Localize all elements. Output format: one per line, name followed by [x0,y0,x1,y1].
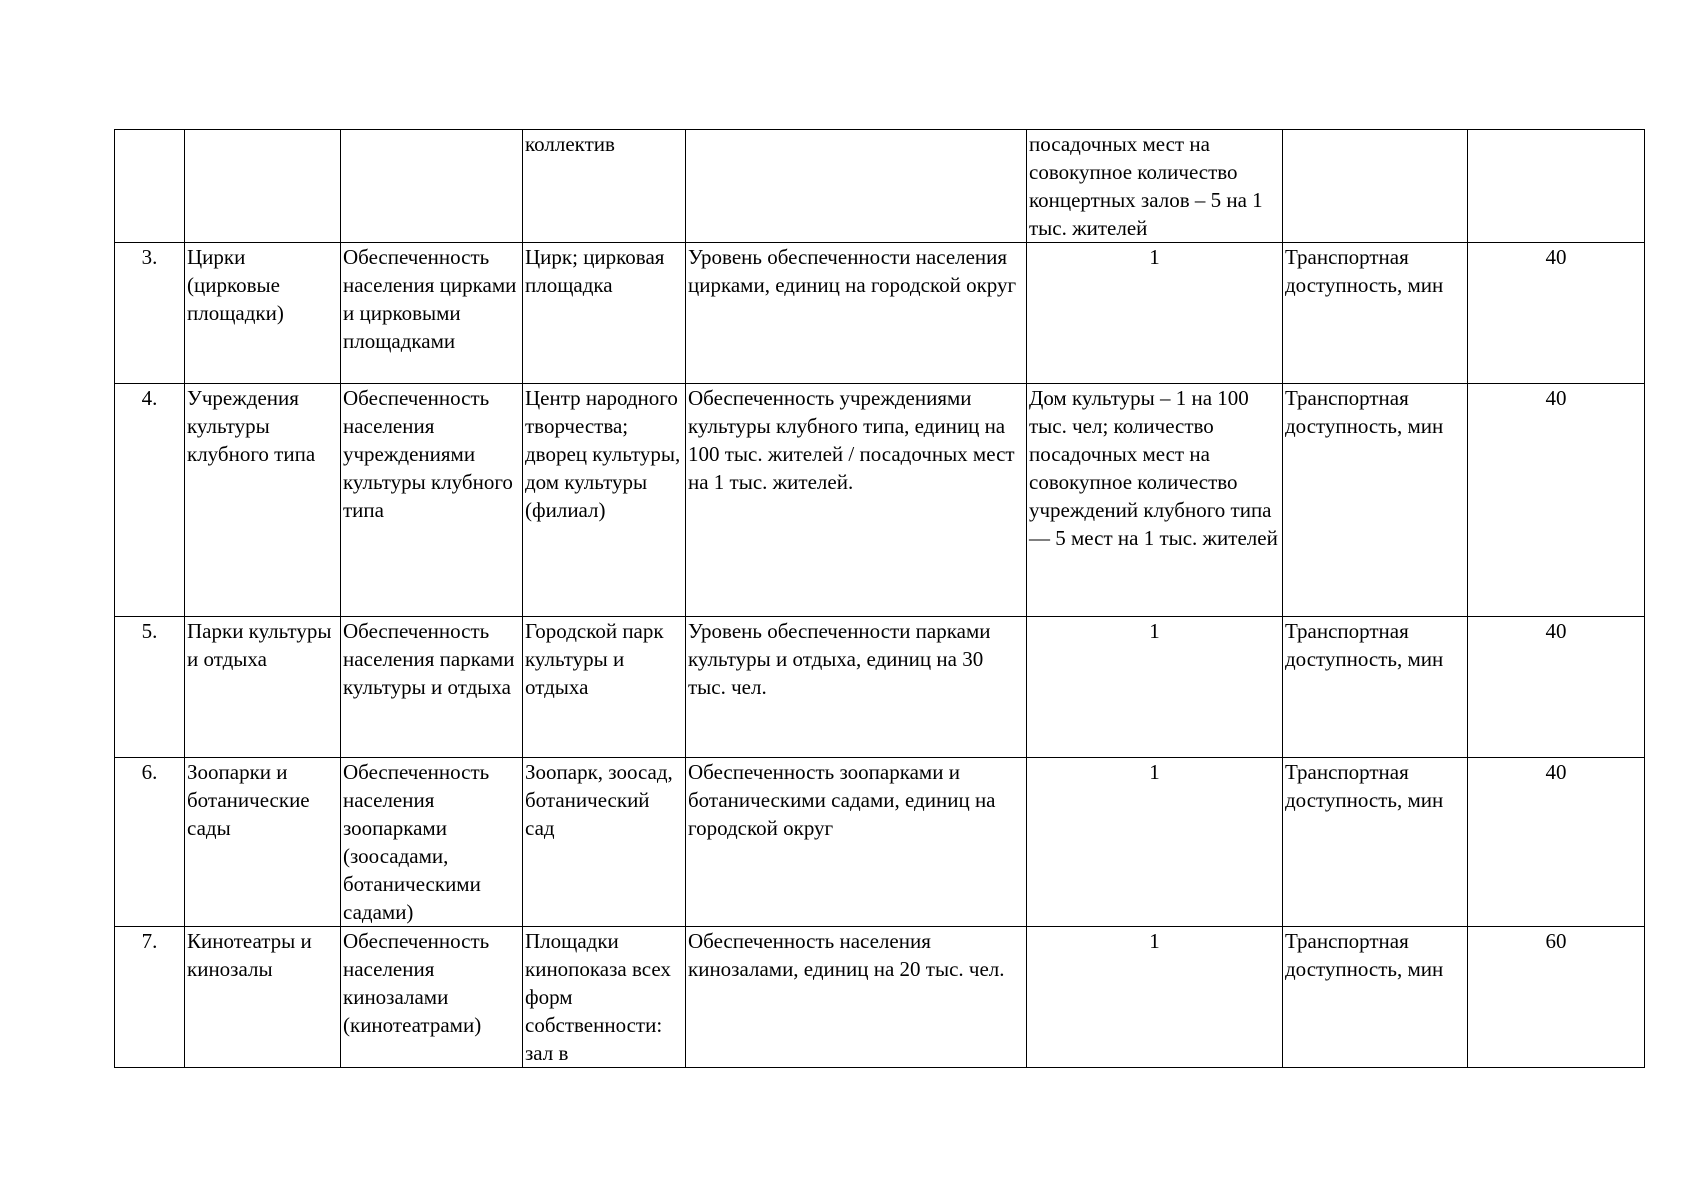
indicator [341,130,523,243]
table-row [115,130,1645,243]
row-number: 7. [115,927,185,1068]
indicator: Обеспеченность населения кинозалами (кинотеатрами) [341,927,523,1068]
norm-value: Дом культуры – 1 на 100 тыс. чел; количество посадочных мест на совокупное количество учреждений клубного типа — 5 мест на 1 тыс. жителей [1027,384,1283,617]
facility-type: Цирки (цирковые площадки) [185,243,341,384]
table-row [115,384,1645,617]
accessibility-type: Транспортная доступность, мин [1283,617,1468,758]
table-row [115,927,1645,1068]
table-row [115,758,1645,927]
accessibility-limit: 40 [1468,384,1645,617]
accessibility-type: Транспортная доступность, мин [1283,758,1468,927]
norm-name: Уровень обеспеченности населения цирками, единиц на городской округ [686,243,1027,384]
row-number: 3. [115,243,185,384]
indicator: Обеспеченность населения парками культуры и отдыха [341,617,523,758]
norm-value: 1 [1027,243,1283,384]
indicator: Обеспеченность населения цирками и цирковыми площадками [341,243,523,384]
norm-value: 1 [1027,617,1283,758]
accessibility-limit: 40 [1468,758,1645,927]
accessibility-limit: 60 [1468,927,1645,1068]
accessibility-limit: 40 [1468,617,1645,758]
standards-table [114,129,1645,1068]
facility-type [185,130,341,243]
norm-value: 1 [1027,927,1283,1068]
facility-type: Кинотеатры и кинозалы [185,927,341,1068]
row-number: 4. [115,384,185,617]
facility-object: коллектив [523,130,686,243]
table-row [115,617,1645,758]
facility-type: Учреждения культуры клубного типа [185,384,341,617]
accessibility-type: Транспортная доступность, мин [1283,927,1468,1068]
row-number [115,130,185,243]
facility-type: Парки культуры и отдыха [185,617,341,758]
norm-value: 1 [1027,758,1283,927]
accessibility-type: Транспортная доступность, мин [1283,384,1468,617]
indicator: Обеспеченность населения учреждениями культуры клубного типа [341,384,523,617]
norm-name: Уровень обеспеченности парками культуры и отдыха, единиц на 30 тыс. чел. [686,617,1027,758]
norm-value: посадочных мест на совокупное количество концертных залов – 5 на 1 тыс. жителей [1027,130,1283,243]
facility-object: Городской парк культуры и отдыха [523,617,686,758]
indicator: Обеспеченность населения зоопарками (зоосадами, ботаническими садами) [341,758,523,927]
facility-object: Центр народного творчества; дворец культуры, дом культуры (филиал) [523,384,686,617]
row-number: 6. [115,758,185,927]
accessibility-limit: 40 [1468,243,1645,384]
facility-object: Зоопарк, зоосад, ботанический сад [523,758,686,927]
facility-object: Цирк; цирковая площадка [523,243,686,384]
table-row [115,243,1645,384]
norm-name: Обеспеченность учреждениями культуры клубного типа, единиц на 100 тыс. жителей / посадочных мест на 1 тыс. жителей. [686,384,1027,617]
norm-name: Обеспеченность зоопарками и ботаническими садами, единиц на городской округ [686,758,1027,927]
accessibility-type [1283,130,1468,243]
accessibility-limit [1468,130,1645,243]
accessibility-type: Транспортная доступность, мин [1283,243,1468,384]
norm-name: Обеспеченность населения кинозалами, единиц на 20 тыс. чел. [686,927,1027,1068]
norm-name [686,130,1027,243]
facility-type: Зоопарки и ботанические сады [185,758,341,927]
row-number: 5. [115,617,185,758]
facility-object: Площадки кинопоказа всех форм собственности: зал в [523,927,686,1068]
